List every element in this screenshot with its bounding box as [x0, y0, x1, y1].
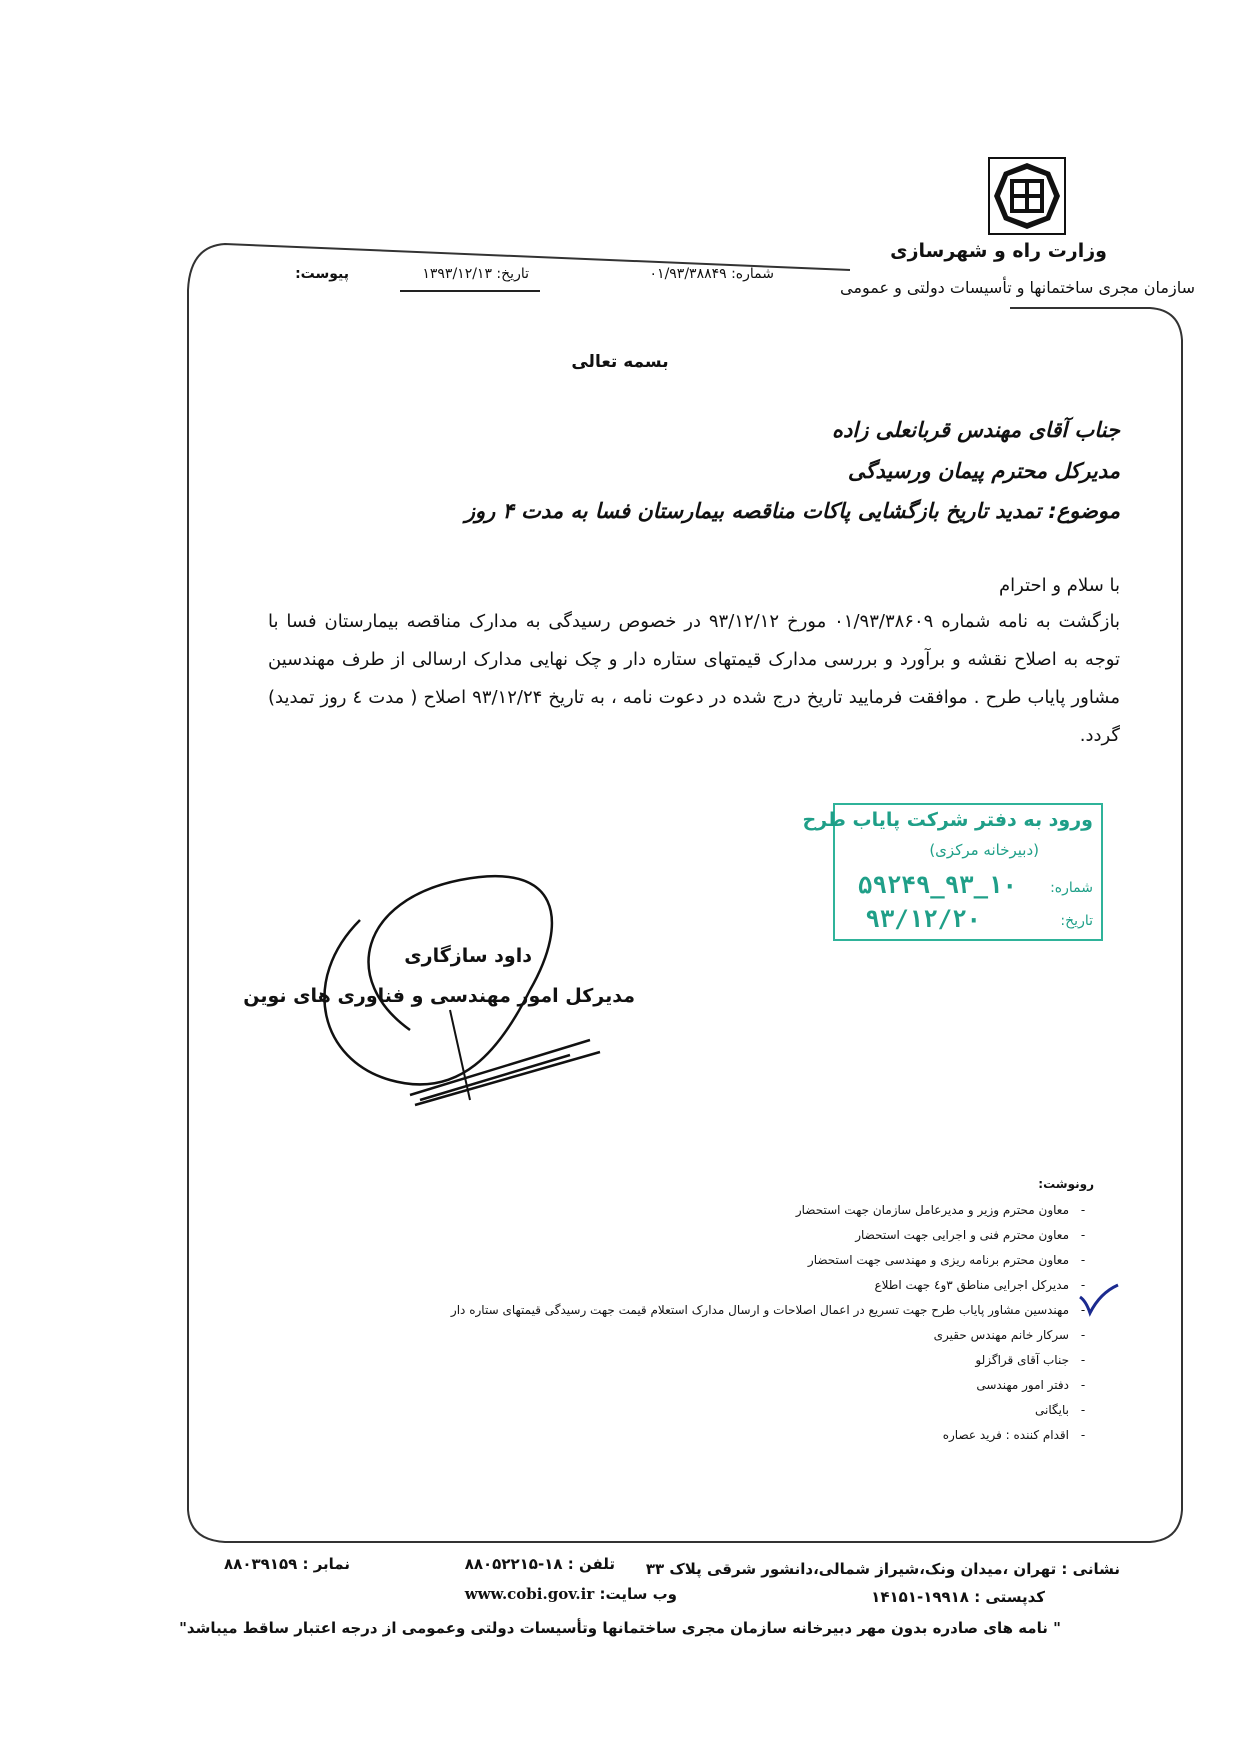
cc-item: -معاون محترم برنامه ریزی و مهندسی جهت استحضار: [807, 1253, 1086, 1267]
cc-item: -دفتر امور مهندسی: [976, 1378, 1086, 1392]
stamp-number-label: شماره:: [1050, 880, 1093, 896]
letter-date-value: ۱۳۹۳/۱۲/۱۳: [422, 266, 492, 282]
footer-validity-note: " نامه های صادره بدون مهر دبیرخانه سازمان مجری ساختمانها وتأسیسات دولتی وعمومی از درجه اعتبار ساقط میباشد": [179, 1619, 1061, 1637]
ministry-logo-icon: [988, 157, 1066, 235]
cc-item: -جناب آقای قراگزلو: [975, 1353, 1086, 1367]
footer-postal-code: کدپستی : ۱۹۹۱۸-۱۴۱۵۱: [871, 1588, 1045, 1606]
letter-subject: موضوع: تمدید تاریخ بازگشایی پاکات مناقصه بیمارستان فسا به مدت ۴ روز: [464, 499, 1120, 523]
bismillah-heading: بسمه تعالی: [571, 352, 669, 372]
organization-name: سازمان مجری ساختمانها و تأسیسات دولتی و عمومی: [840, 278, 1195, 297]
check-mark-icon: [1078, 1283, 1120, 1317]
cc-item: -معاون محترم فنی و اجرایی جهت استحضار: [855, 1228, 1086, 1242]
stamp-subtitle: (دبیرخانه مرکزی): [929, 841, 1039, 859]
date-underline: [400, 290, 540, 292]
signer-title: مدیرکل امور مهندسی و فناوری های نوین: [243, 985, 635, 1007]
cc-item: -مدیرکل اجرایی مناطق ۳و٤ جهت اطلاع: [874, 1278, 1086, 1292]
greeting: با سلام و احترام: [999, 575, 1120, 596]
cc-label: رونوشت:: [1038, 1177, 1094, 1191]
stamp-title: ورود به دفتر شرکت پایاب طرح: [802, 809, 1093, 831]
footer-fax: نمابر : ۸۸۰۳۹۱۵۹: [224, 1555, 350, 1573]
footer-website: [465, 1585, 677, 1603]
cc-item: -سرکار خانم مهندس حقیری: [933, 1328, 1086, 1342]
footer-tel: تلفن : ۱۸-۸۸۰۵۲۲۱۵: [464, 1555, 615, 1573]
letter-date-label: تاریخ:: [496, 266, 529, 282]
footer-address: نشانی : تهران ،میدان ونک،شیراز شمالی،دانشور شرقی پلاک ۳۳: [645, 1560, 1120, 1578]
cc-item: -بایگانی: [1035, 1403, 1086, 1417]
footer-website-link[interactable]: www.cobi.gov.ir: [464, 1585, 595, 1603]
attachment-label: پیوست:: [295, 266, 349, 282]
cc-item: -معاون محترم وزیر و مدیرعامل سازمان جهت استحضار: [795, 1203, 1086, 1217]
stamp-number-value: ۱۰_۹۳_۵۹۲۴۹: [858, 871, 1017, 899]
signer-name: داود سازگاری: [404, 945, 532, 967]
letter-date: [422, 266, 529, 282]
stamp-date-value: ۹۳/۱۲/۲۰: [865, 905, 981, 933]
recipient-name: جناب آقای مهندس قربانعلی زاده: [832, 418, 1120, 442]
cc-item: -مهندسین مشاور پایاب طرح جهت تسریع در اعمال اصلاحات و ارسال مدارک استعلام قیمت جهت رسیدگی قیمتهای ستاره دار: [450, 1303, 1086, 1317]
cc-item: -اقدام کننده : فرید عصاره: [942, 1428, 1086, 1442]
ministry-name: وزارت راه و شهرسازی: [890, 240, 1107, 262]
reception-stamp: [802, 803, 1103, 941]
footer-website-label: وب سایت:: [599, 1585, 677, 1603]
stamp-date-label: تاریخ:: [1060, 913, 1093, 929]
letter-number: [650, 266, 774, 282]
letter-body: بازگشت به نامه شماره ۰۱/۹۳/۳۸۶۰۹ مورخ ۹۳/۱۲/۱۲ در خصوص رسیدگی به مدارک مناقصه بیمارستان فسا با توجه به اصلاح نقشه و برآورد و بررسی مدارک قیمتهای ستاره دار و چک نهایی مدارک ارسالی از طرف مهندسین مشاور پایاب طرح . موافقت فرمایید تاریخ درج شده در دعوت نامه ، به تاریخ ۹۳/۱۲/۲۴ اصلاح ( مدت ٤ روز تمدید) گردد.: [268, 611, 1121, 746]
recipient-title: مدیرکل محترم پیمان ورسیدگی: [847, 459, 1120, 483]
letter-number-value: ۰۱/۹۳/۳۸۸۴۹: [649, 266, 727, 282]
letter-number-label: شماره:: [731, 266, 774, 282]
